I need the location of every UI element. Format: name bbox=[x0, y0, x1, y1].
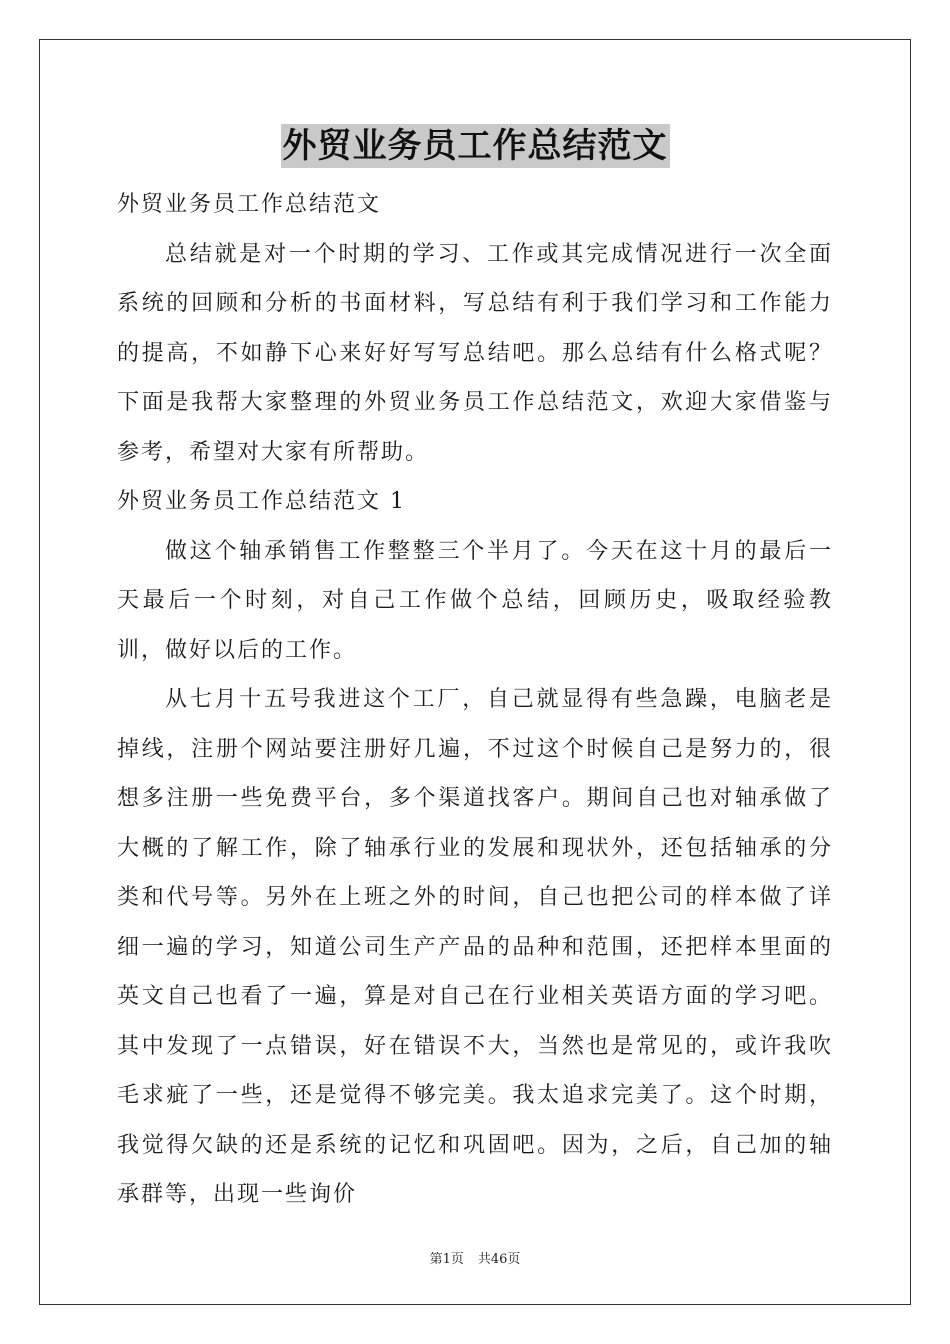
title-container bbox=[0, 124, 950, 168]
page-number: 第1页 bbox=[429, 1252, 464, 1267]
intro-paragraph: 总结就是对一个时期的学习、工作或其完成情况进行一次全面系统的回顾和分析的书面材料，写总结有利于我们学习和工作能力的提高，不如静下心来好好写写总结吧。那么总结有什么格式呢？下面是我帮大家整理的外贸业务员工作总结范文，欢迎大家借鉴与参考，希望对大家有所帮助。 bbox=[117, 241, 833, 465]
body-paragraph: 从七月十五号我进这个工厂，自己就显得有些急躁，电脑老是掉线，注册个网站要注册好几遍，不过这个时候自己是努力的，很想多注册一些免费平台，多个渠道找客户。期间自己也对轴承做了大概的了解工作，除了轴承行业的发展和现状外，还包括轴承的分类和代号等。另外在上班之外的时间，自己也把公司的样本做了详细一遍的学习，知道公司生产产品的品种和范围，还把样本里面的英文自己也看了一遍，算是对自己在行业相关英语方面的学习吧。其中发现了一点错误，好在错误不大，当然也是常见的，或许我吹毛求疵了一些，还是觉得不够完美。我太追求完美了。这个时期，我觉得欠缺的还是系统的记忆和巩固吧。因为，之后，自己加的轴承群等，出现一些询价 bbox=[117, 687, 833, 1207]
document-body bbox=[117, 180, 833, 1220]
document-title: 外贸业务员工作总结范文 bbox=[282, 126, 668, 166]
section-heading: 外贸业务员工作总结范文 1 bbox=[117, 489, 406, 514]
page-total: 共46页 bbox=[477, 1252, 521, 1267]
document-subtitle: 外贸业务员工作总结范文 bbox=[117, 192, 382, 217]
page-footer bbox=[0, 1248, 950, 1267]
body-paragraph: 做这个轴承销售工作整整三个半月了。今天在这十月的最后一天最后一个时刻，对自己工作做个总结，回顾历史，吸取经验教训，做好以后的工作。 bbox=[117, 538, 833, 663]
